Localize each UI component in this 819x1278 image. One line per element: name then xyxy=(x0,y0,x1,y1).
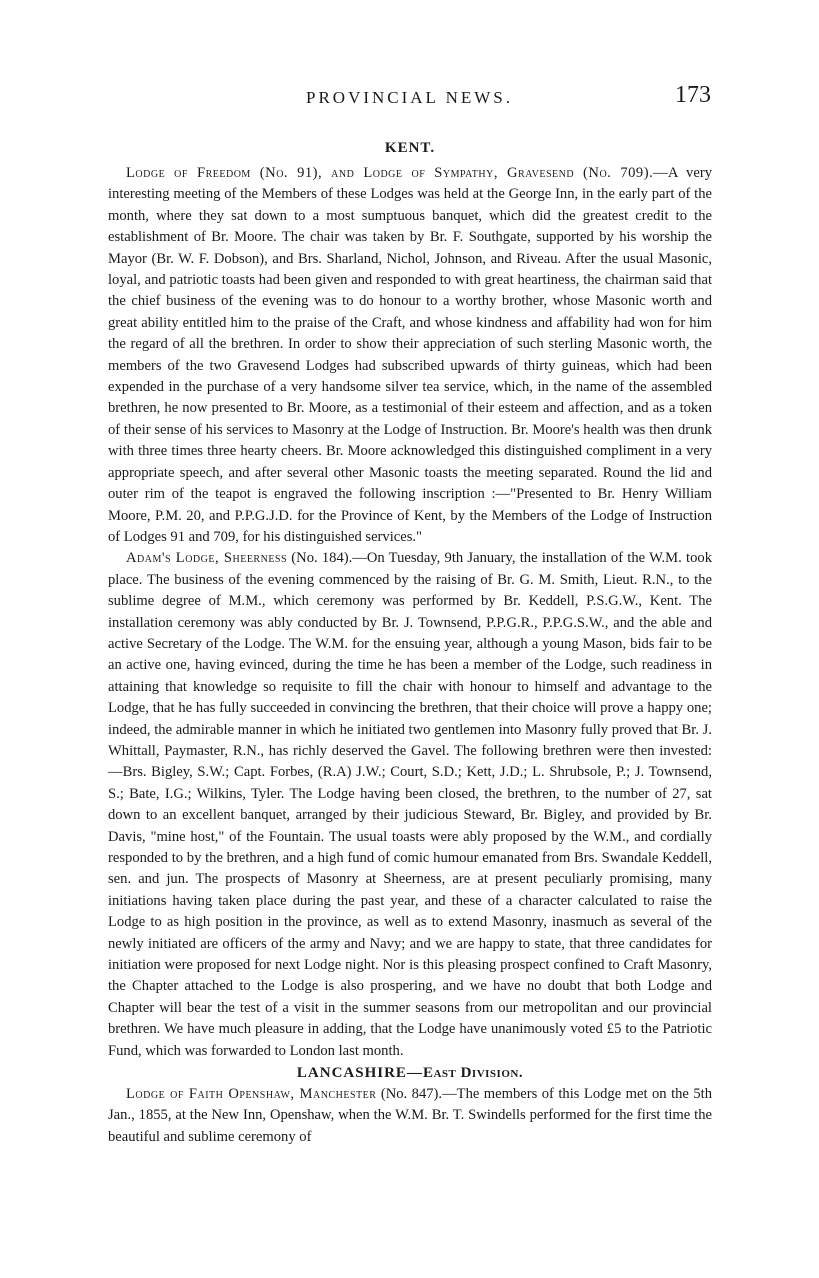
running-head xyxy=(108,82,711,112)
running-title: PROVINCIAL NEWS. xyxy=(306,88,513,107)
paragraph-text: (No. 847).—The members of this Lodge met on the 5th Jan., 1855, at the New Inn, Openshaw, when the W.M. Br. T. Swindells performed for the first time the beautiful and sublime ceremony of xyxy=(108,1086,713,1145)
paragraph-lead: Adam's Lodge, Sheerness xyxy=(126,550,288,567)
paragraph-lead: Lodge of Freedom (No. 91), and Lodge of Sympathy, Gravesend (No. 709). xyxy=(126,165,654,181)
section-title-kent: KENT. xyxy=(384,140,436,156)
section-title-sub: East Division. xyxy=(422,1065,524,1082)
section-title-lancashire xyxy=(108,1065,712,1082)
paragraph-lead: Lodge of Faith Openshaw, Manchester xyxy=(126,1086,377,1103)
paragraph-text: (No. 184).—On Tuesday, 9th January, the installation of the W.M. took place. The business of the evening commenced by the raising of Br. G. M. Smith, Lieut. R.N., to the sublime degree of M.M., which ceremony was performed by Br. Keddell, P.S.G.W., Kent. The installation ceremony was ably conducted by Br. J. Townsend, P.P.G.R., P.P.G.S.W., and the able and active Secretary of the Lodge. The W.M. for the ensuing year, although a young Mason, bids fair to be an active one, having evinced, during the time he has been a member of the Lodge, such readiness in attaining that knowledge so requisite to fill the chair with honour to himself and advantage to the Lodge, that he has fully succeeded in convincing the brethren, that their choice will prove a happy one; indeed, the admirable manner in which he initiated two gentlemen into Masonry fully proved that Br. J. Whittall, Paymaster, R.N., has richly deserved the Gavel. The following brethren were then invested:—Brs. Bigley, S.W.; Capt. Forbes, (R.A) J.W.; Court, S.D.; Kett, J.D.; L. Shrubsole, P.; J. Townsend, S.; Bate, I.G.; Wilkins, Tyler. The Lodge having been closed, the brethren, to the number of 27, sat down to an excellent banquet, arranged by their judicious Steward, Br. Bigley, and provided by Br. Davis, "mine host," of the Fountain. The usual toasts were ably proposed by the W.M., and cordially responded to by the brethren, and a high fund of comic humour emanated from Brs. Swandale Keddell, sen. and jun. The prospects of Masonry at Sheerness, are at present peculiarly promising, many initiations having taken place during the past year, and these of a character calculated to raise the Lodge to as high position in the province, as well as to extend Masonry, inasmuch as several of the newly initiated are officers of the army and Navy; and we are happy to state, that three candidates for initiation were proposed for next Lodge night. Nor is this pleasing prospect confined to Craft Masonry, the Chapter attached to the Lodge is also prospering, and we have no doubt that both Lodge and Chapter will bear the test of a visit in the summer seasons from our metropolitan and our provincial brethren. We have much pleasure in adding, that the Lodge have unanimously voted £5 to the Patriotic Fund, which was forwarded to London last month. xyxy=(108,550,712,1059)
paragraph-adams-lodge xyxy=(108,548,712,1062)
page-number: 173 xyxy=(675,82,711,108)
paragraph-lodge-of-freedom xyxy=(108,163,712,548)
section-title-main: LANCASHIRE— xyxy=(296,1065,423,1082)
paragraph-lodge-of-faith xyxy=(108,1084,712,1148)
paragraph-text: —A very interesting meeting of the Members of these Lodges was held at the George Inn, in the early part of the month, where they sat down to a most sumptuous banquet, which did the greatest credit to the establishment of Br. Moore. The chair was taken by Br. F. Southgate, supported by his worship the Mayor (Br. W. F. Dobson), and Brs. Sharland, Nichol, Johnson, and Riveau. After the usual Masonic, loyal, and patriotic toasts had been given and responded to with great heartiness, the chairman said that the chief business of the evening was to do honour to a worthy brother, whose Masonic worth and great ability entitled him to the praise of the Craft, and whose kindness and affability had won for him the regard of all the brethren. In order to show their appreciation of such sterling Masonic worth, the members of the two Gravesend Lodges had subscribed upwards of thirty guineas, which had been expended in the purchase of a very handsome silver tea service, which, in the name of the assembled brethren, he now presented to Br. Moore, as a testimonial of their esteem and affection, and as a token of their sense of his services to Masonry at the Lodge of Instruction. Br. Moore's health was then drunk with three times three hearty cheers. Br. Moore acknowledged this distinguished compliment in a very appropriate speech, and after several other Masonic toasts the meeting separated. Round the lid and outer rim of the teapot is engraved the following inscription :—"Presented to Br. Henry William Moore, P.M. 20, and P.P.G.J.D. for the Province of Kent, by the Members of the Lodge of Instruction of Lodges 91 and 709, for his distinguished services." xyxy=(108,165,712,545)
article-body xyxy=(108,140,712,1148)
